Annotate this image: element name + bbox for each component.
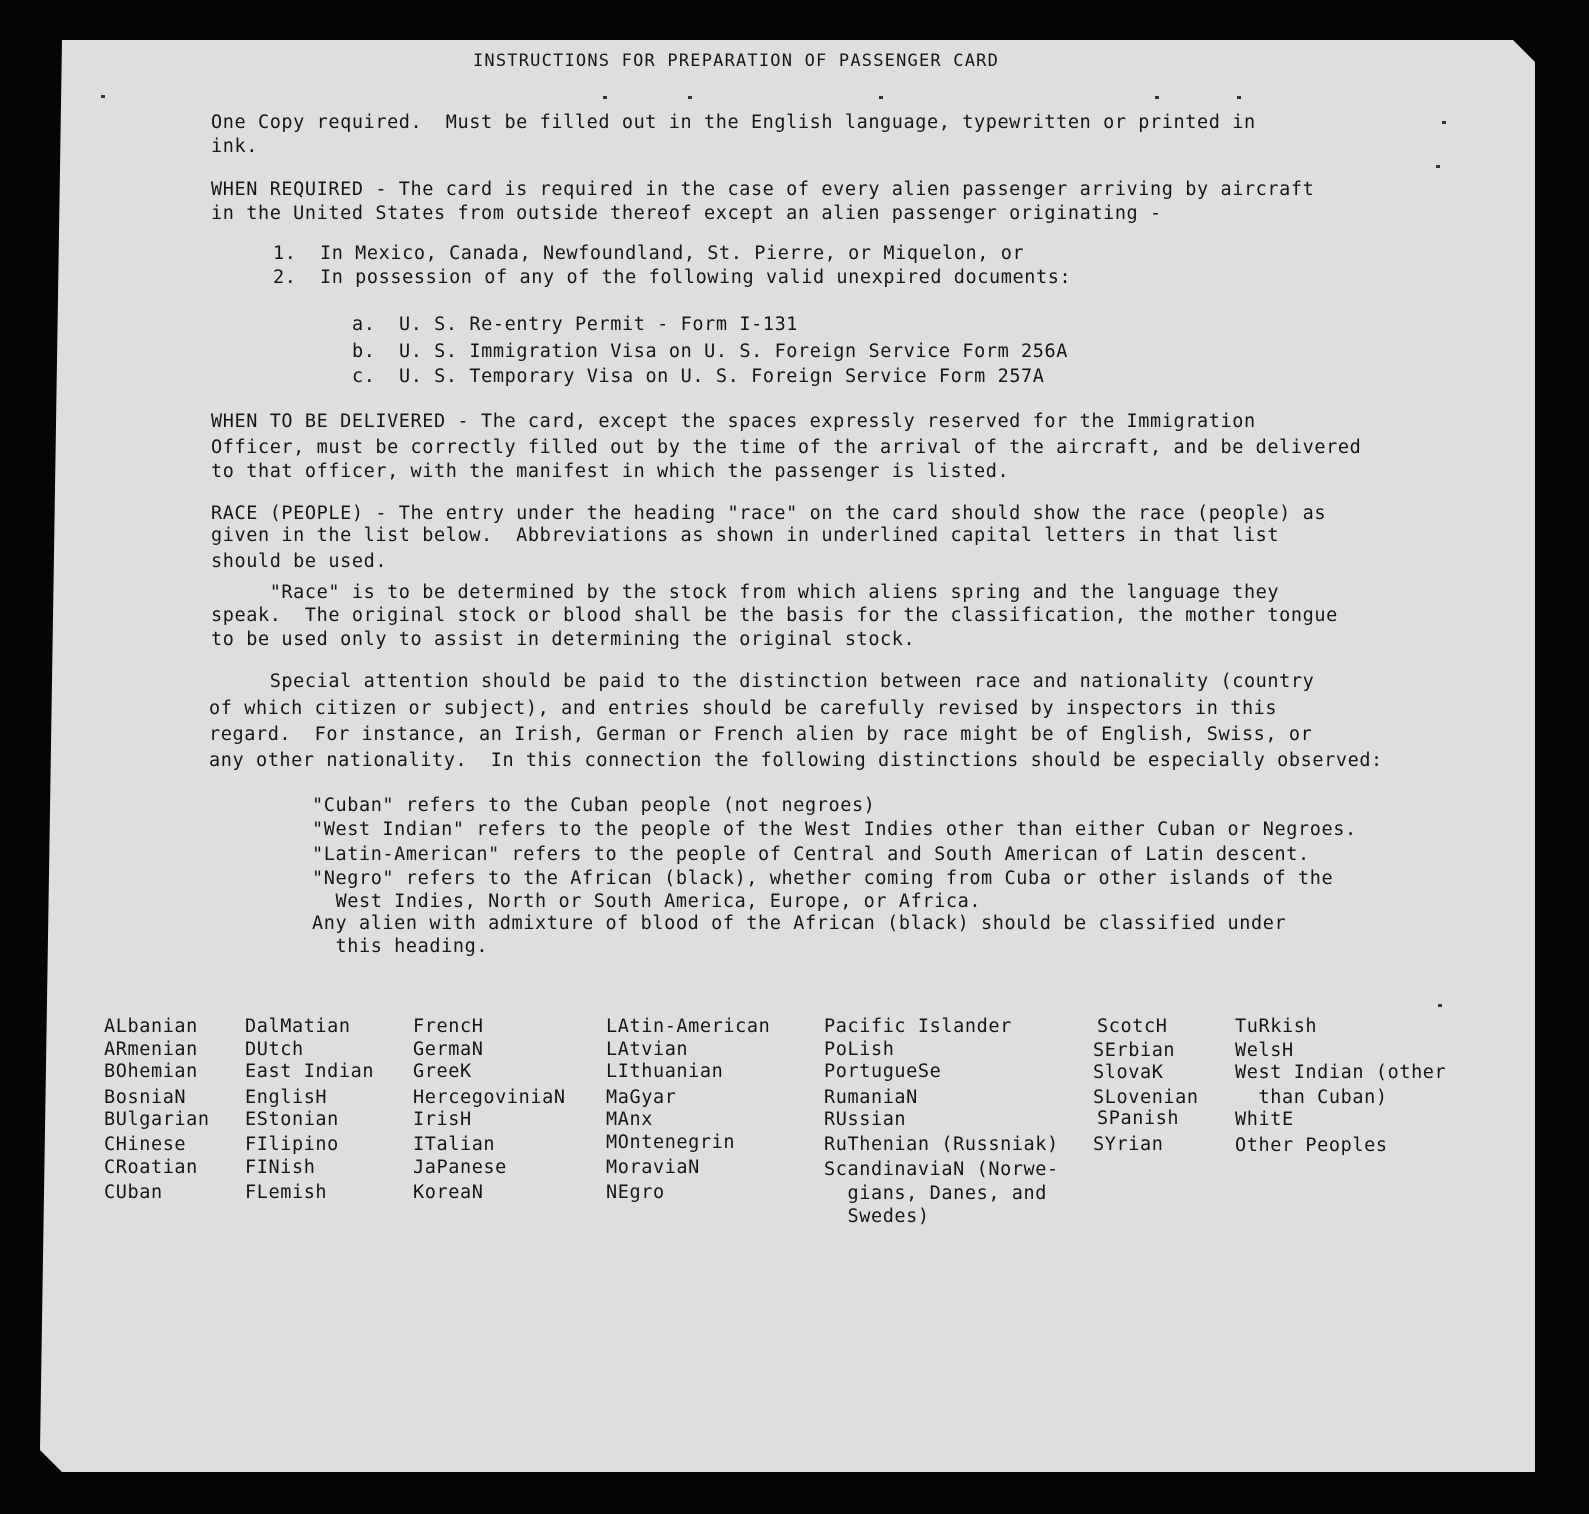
speck xyxy=(1436,165,1440,168)
race-entry: PortugueSe xyxy=(824,1061,942,1082)
document-item: b. U. S. Immigration Visa on U. S. Foreign Service Form 256A xyxy=(352,341,1069,362)
race-stock-line: speak. The original stock or blood shall be the basis for the classification, the mother tongue xyxy=(211,605,1338,626)
special-attention-line: of which citizen or subject), and entries should be carefully revised by inspectors in this xyxy=(209,698,1278,719)
speck xyxy=(1155,96,1159,99)
race-entry: SYrian xyxy=(1093,1134,1164,1155)
speck xyxy=(1442,121,1446,124)
document-item: c. U. S. Temporary Visa on U. S. Foreign Service Form 257A xyxy=(352,366,1045,387)
race-entry: WelsH xyxy=(1235,1040,1294,1061)
race-entry: than Cuban) xyxy=(1235,1087,1388,1108)
race-entry: EStonian xyxy=(245,1109,339,1130)
race-stock-line: to be used only to assist in determining the original stock. xyxy=(211,629,916,650)
speck xyxy=(101,95,105,98)
race-entry: PoLish xyxy=(824,1039,895,1060)
race-people-line: given in the list below. Abbreviations as shown in underlined capital letters in that list xyxy=(211,525,1280,546)
race-entry: BUlgarian xyxy=(104,1109,210,1130)
speck xyxy=(1438,1004,1442,1007)
speck xyxy=(603,96,607,99)
race-entry: GreeK xyxy=(413,1061,472,1082)
race-stock-line: "Race" is to be determined by the stock from which aliens spring and the language they xyxy=(211,582,1280,603)
race-entry: Pacific Islander xyxy=(824,1016,1012,1037)
distinction-line: West Indies, North or South America, Europe, or Africa. xyxy=(312,891,982,912)
distinction-line: Any alien with admixture of blood of the African (black) should be classified under xyxy=(312,913,1287,934)
race-entry: FIlipino xyxy=(245,1134,339,1155)
intro-line: ink. xyxy=(211,136,258,157)
race-entry: SLovenian xyxy=(1093,1087,1199,1108)
distinction-line: this heading. xyxy=(312,936,489,957)
race-entry: RuThenian (Russniak) xyxy=(824,1134,1059,1155)
when-delivered-line: WHEN TO BE DELIVERED - The card, except the spaces expressly reserved for the Immigration xyxy=(211,411,1256,432)
race-entry: FLemish xyxy=(245,1182,328,1203)
speck xyxy=(1237,96,1241,99)
speck xyxy=(688,96,692,99)
race-entry: gians, Danes, and xyxy=(824,1183,1048,1204)
race-entry: BOhemian xyxy=(104,1061,198,1082)
race-entry: SlovaK xyxy=(1093,1062,1164,1083)
when-delivered-line: to that officer, with the manifest in which the passenger is listed. xyxy=(211,461,1010,482)
race-entry: ARmenian xyxy=(104,1039,198,1060)
race-people-line: should be used. xyxy=(211,551,388,572)
distinction-line: "West Indian" refers to the people of the West Indies other than either Cuban or Negroes. xyxy=(312,819,1357,840)
race-entry: CUban xyxy=(104,1182,163,1203)
special-attention-line: regard. For instance, an Irish, German or French alien by race might be of English, Swiss, or xyxy=(209,724,1313,745)
race-entry: FrencH xyxy=(413,1016,484,1037)
race-entry: Other Peoples xyxy=(1235,1135,1388,1156)
document-item: a. U. S. Re-entry Permit - Form I-131 xyxy=(352,314,799,335)
race-entry: SPanish xyxy=(1097,1108,1180,1129)
race-entry: FINish xyxy=(245,1157,316,1178)
distinction-line: "Cuban" refers to the Cuban people (not negroes) xyxy=(312,795,876,816)
special-attention-line: Special attention should be paid to the distinction between race and nationality (country xyxy=(211,671,1315,692)
intro-line: One Copy required. Must be filled out in the English language, typewritten or printed in xyxy=(211,112,1256,133)
race-entry: LIthuanian xyxy=(606,1061,724,1082)
race-entry: RumaniaN xyxy=(824,1087,918,1108)
when-required-line: in the United States from outside thereof except an alien passenger originating - xyxy=(211,203,1162,224)
race-entry: East Indian xyxy=(245,1061,375,1082)
race-entry: MAnx xyxy=(606,1109,653,1130)
race-entry: WhitE xyxy=(1235,1109,1294,1130)
distinction-line: "Negro" refers to the African (black), whether coming from Cuba or other islands of the xyxy=(312,868,1334,889)
race-entry: LAtin-American xyxy=(606,1016,771,1037)
race-entry: ScandinaviaN (Norwe- xyxy=(824,1159,1059,1180)
race-entry: CHinese xyxy=(104,1134,187,1155)
origin-item: 1. In Mexico, Canada, Newfoundland, St. Pierre, or Miquelon, or xyxy=(273,243,1025,264)
race-entry: MOntenegrin xyxy=(606,1132,736,1153)
page-title: INSTRUCTIONS FOR PREPARATION OF PASSENGER CARD xyxy=(473,51,1000,71)
race-entry: MaGyar xyxy=(606,1087,677,1108)
race-entry: West Indian (other xyxy=(1235,1062,1447,1083)
race-entry: SErbian xyxy=(1093,1040,1176,1061)
race-entry: JaPanese xyxy=(413,1157,507,1178)
race-entry: HercegoviniaN xyxy=(413,1087,566,1108)
race-entry: ITalian xyxy=(413,1134,496,1155)
race-entry: ALbanian xyxy=(104,1016,198,1037)
distinction-line: "Latin-American" refers to the people of Central and South American of Latin descent. xyxy=(312,844,1310,865)
race-entry: DalMatian xyxy=(245,1016,351,1037)
origin-item: 2. In possession of any of the following valid unexpired documents: xyxy=(273,267,1072,288)
race-entry: KoreaN xyxy=(413,1182,484,1203)
race-entry: MoraviaN xyxy=(606,1157,700,1178)
race-entry: TuRkish xyxy=(1235,1016,1318,1037)
when-required-line: WHEN REQUIRED - The card is required in the case of every alien passenger arriving by aircraft xyxy=(211,179,1315,200)
when-delivered-line: Officer, must be correctly filled out by the time of the arrival of the aircraft, and be delivered xyxy=(211,437,1362,458)
race-entry: IrisH xyxy=(413,1109,472,1130)
race-entry: BosniaN xyxy=(104,1087,187,1108)
race-entry: EnglisH xyxy=(245,1087,328,1108)
speck xyxy=(879,96,883,99)
race-entry: CRoatian xyxy=(104,1157,198,1178)
race-people-line: RACE (PEOPLE) - The entry under the heading "race" on the card should show the race (people) as xyxy=(211,503,1327,524)
race-entry: ScotcH xyxy=(1097,1016,1168,1037)
race-entry: DUtch xyxy=(245,1039,304,1060)
race-entry: GermaN xyxy=(413,1039,484,1060)
special-attention-line: any other nationality. In this connection the following distinctions should be especially observed: xyxy=(209,750,1383,771)
race-entry: LAtvian xyxy=(606,1039,689,1060)
race-entry: Swedes) xyxy=(824,1206,930,1227)
race-entry: RUssian xyxy=(824,1109,907,1130)
race-entry: NEgro xyxy=(606,1182,665,1203)
